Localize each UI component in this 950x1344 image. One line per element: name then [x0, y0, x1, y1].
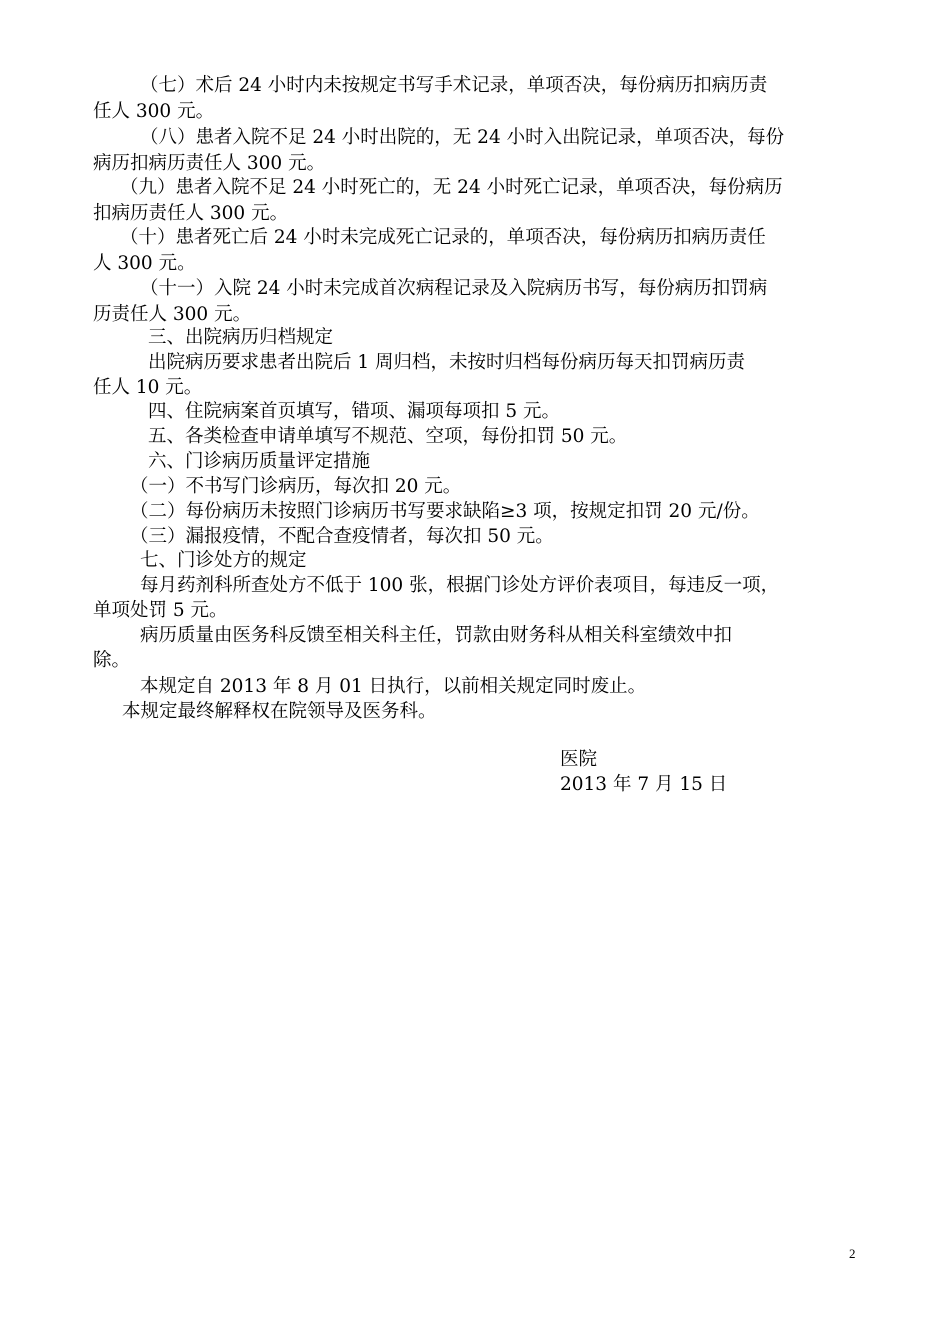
paragraph-line: 单项处罚 5 元。 — [93, 600, 228, 621]
paragraph-line: （七）术后 24 小时内未按规定书写手术记录，单项否决，每份病历扣病历责 — [140, 75, 768, 96]
paragraph-line: （一）不书写门诊病历，每次扣 20 元。 — [130, 476, 462, 497]
section-heading: 四、住院病案首页填写，错项、漏项每项扣 5 元。 — [148, 401, 561, 422]
paragraph-line: （三）漏报疫情，不配合查疫情者，每次扣 50 元。 — [130, 526, 554, 547]
paragraph-line: （十）患者死亡后 24 小时未完成死亡记录的，单项否决，每份病历扣病历责任 — [120, 227, 766, 248]
paragraph-line: 病历质量由医务科反馈至相关科主任，罚款由财务科从相关科室绩效中扣 — [140, 625, 733, 646]
paragraph-line: 人 300 元。 — [93, 253, 196, 274]
paragraph-line: 任人 300 元。 — [93, 101, 215, 122]
paragraph-line: 历责任人 300 元。 — [93, 304, 252, 325]
paragraph-line: （九）患者入院不足 24 小时死亡的，无 24 小时死亡记录，单项否决，每份病历 — [120, 177, 783, 198]
paragraph-line: 每月药剂科所查处方不低于 100 张，根据门诊处方评价表项目，每违反一项， — [140, 575, 780, 596]
paragraph-line: （八）患者入院不足 24 小时出院的，无 24 小时入出院记录，单项否决，每份 — [140, 127, 785, 148]
paragraph-line: 本规定最终解释权在院领导及医务科。 — [122, 701, 437, 722]
paragraph-line: 病历扣病历责任人 300 元。 — [93, 153, 326, 174]
section-heading: 六、门诊病历质量评定措施 — [148, 451, 371, 472]
section-heading: 五、各类检查申请单填写不规范、空项，每份扣罚 50 元。 — [148, 426, 628, 447]
paragraph-line: 出院病历要求患者出院后 1 周归档，未按时归档每份病历每天扣罚病历责 — [148, 352, 746, 373]
signature-org: 医院 — [560, 749, 598, 770]
paragraph-line: 扣病历责任人 300 元。 — [93, 203, 289, 224]
page-number: 2 — [849, 1246, 856, 1261]
section-heading: 七、门诊处方的规定 — [140, 550, 307, 571]
paragraph-line: 本规定自 2013 年 8 月 01 日执行，以前相关规定同时废止。 — [140, 676, 647, 697]
signature-date: 2013 年 7 月 15 日 — [560, 774, 728, 795]
paragraph-line: （十一）入院 24 小时未完成首次病程记录及入院病历书写，每份病历扣罚病 — [140, 278, 768, 299]
paragraph-line: 除。 — [93, 650, 131, 671]
paragraph-line: （二）每份病历未按照门诊病历书写要求缺陷≥3 项，按规定扣罚 20 元/份。 — [130, 501, 760, 522]
section-heading: 三、出院病历归档规定 — [148, 327, 334, 348]
paragraph-line: 任人 10 元。 — [93, 377, 203, 398]
